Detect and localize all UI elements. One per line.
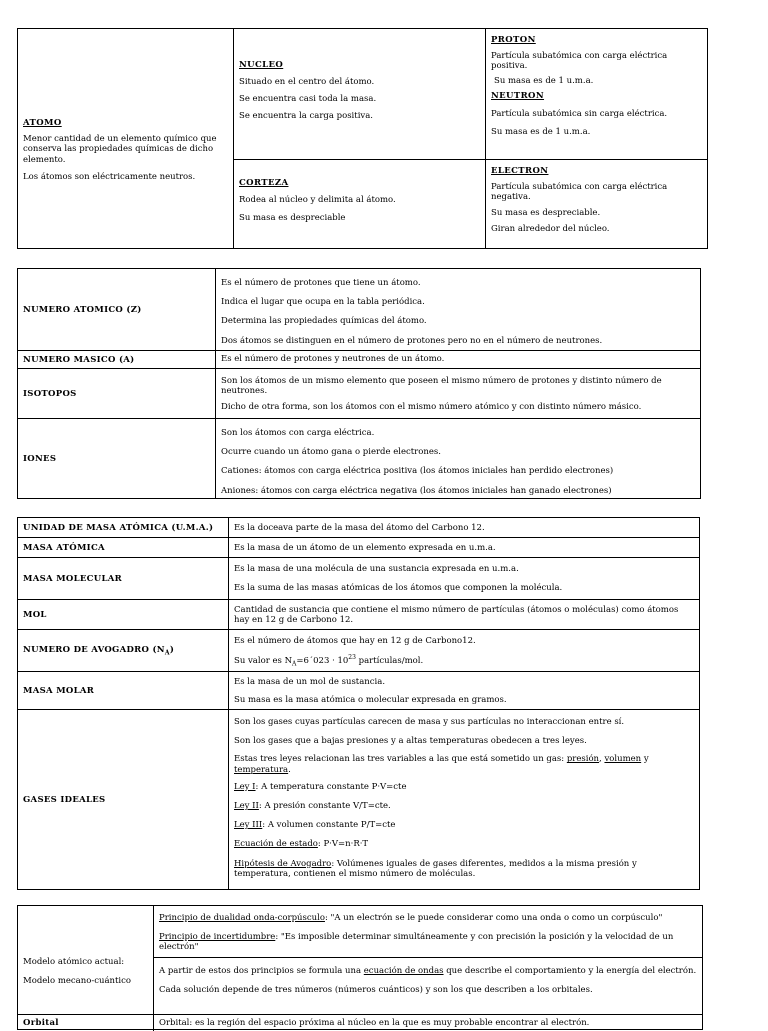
nucleo-title: NUCLEO <box>239 59 284 70</box>
masa-molar-desc <box>229 672 699 710</box>
avogadro-label <box>18 630 229 672</box>
iones-label: IONES <box>18 419 216 498</box>
proton-line-2: Su masa es de 1 u.m.a. <box>494 75 594 86</box>
gases-line-3-sep2: y <box>641 754 649 765</box>
avogadro-line-2-post: partículas/mol. <box>355 656 424 667</box>
atomic-model-table <box>17 905 703 1030</box>
electron-title: ELECTRON <box>491 166 549 176</box>
gases-ideales-desc <box>229 710 699 889</box>
masa-molecular-label: MASA MOLECULAR <box>18 558 229 600</box>
electron-cell <box>486 160 707 248</box>
electron-line-1: Partícula subatómica con carga eléctrica negativa. <box>491 182 668 203</box>
modelo-atomico-line-2: Modelo mecano-cuántico <box>23 976 132 986</box>
gases-line-3 <box>234 754 694 774</box>
uma-label: UNIDAD DE MASA ATÓMICA (U.M.A.) <box>18 518 229 538</box>
principio-dualidad <box>159 913 697 923</box>
ley-2 <box>234 801 694 811</box>
ecuacion-ondas-cell <box>154 958 702 1015</box>
orbital-label: Orbital <box>18 1015 154 1031</box>
ley-3-title: Ley III <box>234 820 263 831</box>
neutron-line-2: Su masa es de 1 u.m.a. <box>491 127 591 138</box>
principio-incertidumbre-title: Principio de incertidumbre <box>159 932 276 943</box>
hipotesis-avogadro-title: Hipótesis de Avogadro <box>234 858 332 869</box>
atomic-numbers-table <box>17 268 701 499</box>
nucleo-line-1: Situado en el centro del átomo. <box>239 76 375 87</box>
iones-line-4: Aniones: átomos con carga eléctrica negativa (los átomos iniciales han ganado electrones) <box>221 485 612 496</box>
volumen-term: volumen <box>604 754 642 765</box>
avogadro-label-pre: NUMERO DE AVOGADRO (N <box>23 644 165 655</box>
ecuacion-estado-text: : P·V=n·R·T <box>317 839 369 850</box>
masa-molar-line-1: Es la masa de un mol de sustancia. <box>234 677 386 687</box>
avogadro-line-2-pre: Su valor es N <box>234 656 293 667</box>
numero-masico-label: NUMERO MASICO (A) <box>18 351 216 369</box>
principio-incertidumbre <box>159 932 697 952</box>
masa-molecular-line-2: Es la suma de las masas atómicas de los átomos que componen la molécula. <box>234 583 563 594</box>
presion-term: presión <box>566 754 600 765</box>
ecuacion-ondas-line <box>159 966 697 976</box>
corteza-line-1: Rodea al núcleo y delimita al átomo. <box>239 195 396 206</box>
modelo-atomico-label <box>18 906 154 1015</box>
numero-atomico-line-2: Indica el lugar que ocupa en la tabla periódica. <box>221 297 425 308</box>
proton-line-1: Partícula subatómica con carga eléctrica positiva. <box>491 51 668 72</box>
modelo-atomico-line-1: Modelo atómico actual: <box>23 956 125 967</box>
ley-1-title: Ley I <box>234 781 256 792</box>
avogadro-line-2 <box>234 654 694 668</box>
avogadro-line-2-sub: A <box>292 660 297 668</box>
numeros-cuanticos-line: Cada solución depende de tres números (números cuánticos) y son los que describen a los orbitales. <box>159 985 593 996</box>
masa-molar-line-2: Su masa es la masa atómica o molecular expresada en gramos. <box>234 695 507 706</box>
nucleo-cell <box>234 29 486 160</box>
ecuacion-ondas-term: ecuación de ondas <box>363 966 444 976</box>
atomo-title: ATOMO <box>23 118 62 129</box>
principios-cell <box>154 906 702 958</box>
neutron-line-1: Partícula subatómica sin carga eléctrica. <box>491 108 668 119</box>
numero-atomico-line-3: Determina las propiedades químicas del átomo. <box>221 316 427 327</box>
masa-molecular-desc <box>229 558 699 600</box>
principio-dualidad-text: : "A un electrón se le puede considerar como una onda o como un corpúsculo" <box>324 913 663 923</box>
mol-desc: Cantidad de sustancia que contiene el mismo número de partículas (átomos o moléculas) como átomos hay en 12 g de Carbono 12. <box>229 600 699 630</box>
mol-label: MOL <box>18 600 229 630</box>
ecuacion-estado <box>234 839 694 849</box>
principio-incertidumbre-text: : "Es imposible determinar simultáneamente y con precisión la posición y la velocidad de un electrón" <box>159 932 674 953</box>
ecuacion-ondas-pre: A partir de estos dos principios se formula una <box>159 966 364 976</box>
avogadro-desc <box>229 630 699 672</box>
masa-atomica-label: MASA ATÓMICA <box>18 538 229 558</box>
neutron-title: NEUTRON <box>491 90 545 101</box>
hipotesis-avogadro-text: : Volúmenes iguales de gases diferentes, medidos a la misma presión y temperatura, contienen el mismo número de moléculas. <box>234 858 637 879</box>
ley-3-text: : A volumen constante P/T=cte <box>262 820 396 831</box>
iones-line-2: Ocurre cuando un átomo gana o pierde electrones. <box>221 447 441 458</box>
numero-atomico-label: NUMERO ATOMICO (Z) <box>18 269 216 351</box>
numero-atomico-line-4: Dos átomos se distinguen en el número de protones pero no en el número de neutrones. <box>221 335 603 346</box>
proton-neutron-cell <box>486 29 707 160</box>
orbital-desc <box>154 1015 702 1031</box>
isotopos-line-1: Son los átomos de un mismo elemento que poseen el mismo número de protones y distinto número de neutrones. <box>221 376 662 397</box>
ley-2-title: Ley II <box>234 800 259 811</box>
uma-desc: Es la doceava parte de la masa del átomo del Carbono 12. <box>229 518 699 538</box>
masa-atomica-desc: Es la masa de un átomo de un elemento expresada en u.m.a. <box>229 538 699 558</box>
corteza-title: CORTEZA <box>239 178 289 189</box>
iones-line-1: Son los átomos con carga eléctrica. <box>221 428 375 438</box>
numero-atomico-desc <box>216 269 700 351</box>
atomo-cell <box>18 29 234 248</box>
avogadro-label-sub: A <box>164 649 170 657</box>
gases-line-3-text: Estas tres leyes relacionan las tres variables a las que está sometido un gas: <box>234 754 567 765</box>
avogadro-label-post: ) <box>169 644 175 655</box>
atomo-line-2: Los átomos son eléctricamente neutros. <box>23 171 196 182</box>
nucleo-line-2: Se encuentra casi toda la masa. <box>239 94 377 104</box>
ley-3 <box>234 820 694 830</box>
numero-masico-desc <box>216 351 700 369</box>
masa-molecular-line-1: Es la masa de una molécula de una sustancia expresada en u.m.a. <box>234 564 519 574</box>
ecuacion-estado-title: Ecuación de estado <box>234 839 318 850</box>
ecuacion-ondas-post: que describe el comportamiento y la energía del electrón. <box>443 966 697 976</box>
corteza-cell <box>234 160 486 248</box>
nucleo-line-3: Se encuentra la carga positiva. <box>239 111 373 122</box>
atom-table <box>17 28 708 249</box>
electron-line-3: Giran alrededor del núcleo. <box>491 223 610 234</box>
orbital-text: Orbital: es la región del espacio próxima al núcleo en la que es muy probable encontrar al electrón. <box>159 1018 590 1028</box>
temperatura-term: temperatura <box>234 764 289 775</box>
masa-molar-label: MASA MOLAR <box>18 672 229 710</box>
mass-units-table <box>17 517 700 890</box>
corteza-line-2: Su masa es despreciable <box>239 212 346 223</box>
avogadro-line-2-mid: =6´023 · 10 <box>296 656 349 667</box>
isotopos-label: ISOTOPOS <box>18 369 216 419</box>
gases-line-3-end: . <box>288 764 291 775</box>
iones-line-3: Cationes: átomos con carga eléctrica positiva (los átomos iniciales han perdido electrones) <box>221 466 614 477</box>
principio-dualidad-title: Principio de dualidad onda-corpúsculo <box>159 913 325 923</box>
ley-1 <box>234 782 694 792</box>
iones-desc <box>216 419 700 498</box>
ley-1-text: : A temperatura constante P·V=cte <box>255 781 407 792</box>
gases-line-2: Son los gases que a bajas presiones y a altas temperaturas obedecen a tres leyes. <box>234 736 587 747</box>
proton-title: PROTON <box>491 35 536 45</box>
avogadro-line-1: Es el número de átomos que hay en 12 g de Carbono12. <box>234 636 476 646</box>
gases-ideales-label: GASES IDEALES <box>18 710 229 889</box>
gases-line-3-sep1: , <box>599 754 605 765</box>
isotopos-desc <box>216 369 700 419</box>
atomo-line-1: Menor cantidad de un elemento químico que conserva las propiedades químicas de dicho elemento. <box>23 134 217 165</box>
avogadro-line-2-sup: 23 <box>348 654 356 662</box>
electron-line-2: Su masa es despreciable. <box>491 207 601 218</box>
ley-2-text: : A presión constante V/T=cte. <box>258 800 391 811</box>
hipotesis-avogadro <box>234 859 694 879</box>
numero-masico-line-1: Es el número de protones y neutrones de un átomo. <box>221 354 445 365</box>
gases-line-1: Son los gases cuyas partículas carecen de masa y sus partículas no interaccionan entre sí. <box>234 717 625 727</box>
isotopos-line-2: Dicho de otra forma, son los átomos con el mismo número atómico y con distinto número másico. <box>221 402 642 413</box>
numero-atomico-line-1: Es el número de protones que tiene un átomo. <box>221 278 421 288</box>
